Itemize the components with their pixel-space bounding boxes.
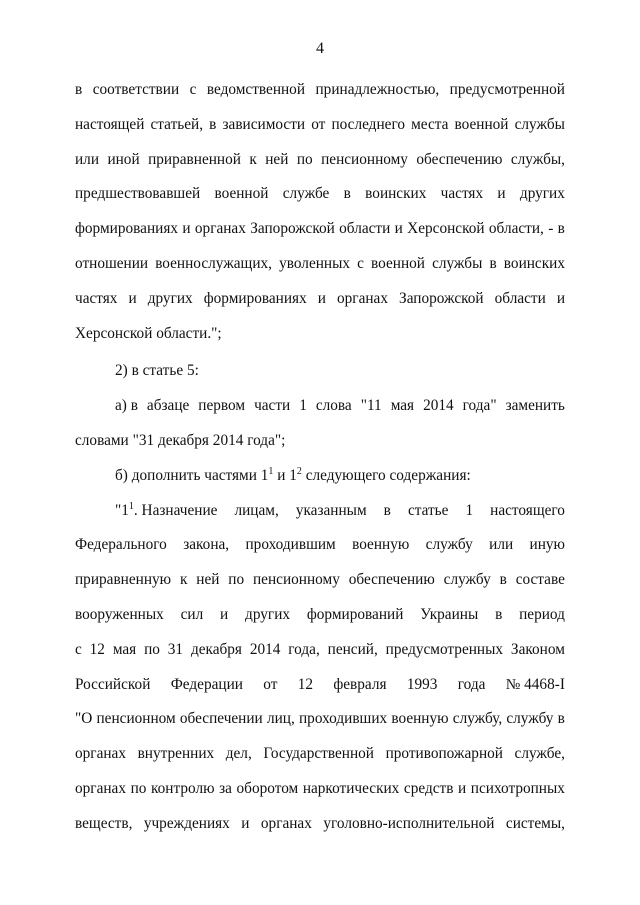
word: области xyxy=(339,220,391,238)
word: в xyxy=(383,501,391,519)
word: статье xyxy=(407,501,449,519)
word: иную xyxy=(529,536,565,554)
word: наркотических xyxy=(302,779,400,797)
word: службе xyxy=(282,185,330,203)
word: Украины xyxy=(420,605,479,623)
word: а) в xyxy=(115,397,138,415)
word: частях xyxy=(75,289,118,307)
word: февраля xyxy=(333,675,387,693)
word: абзаце xyxy=(146,397,190,415)
word: и xyxy=(182,220,191,238)
word: 2014 xyxy=(423,397,454,415)
paragraph-5-line xyxy=(75,563,565,598)
word: Федерации xyxy=(170,675,243,693)
word: лицам, xyxy=(234,501,279,519)
word: предшествовавшей xyxy=(75,185,201,203)
word: службу xyxy=(425,536,473,554)
word: места xyxy=(411,115,449,133)
word: года" xyxy=(462,397,497,415)
word: мая xyxy=(390,397,415,415)
word: за xyxy=(219,779,232,797)
paragraph-4-text-middle: и 1 xyxy=(273,466,297,484)
word: принадлежностью, xyxy=(315,81,440,98)
paragraph-5-prefix: "1 xyxy=(115,501,129,519)
word: военной xyxy=(214,185,269,203)
word: и xyxy=(458,779,467,797)
word: ней xyxy=(196,571,220,589)
word: Херсонской xyxy=(407,220,485,238)
word: соответствии xyxy=(92,81,180,98)
word: и xyxy=(556,289,565,307)
word: дел, xyxy=(225,745,252,763)
document-body xyxy=(75,73,565,842)
word: "О xyxy=(75,710,93,728)
superscript-2: 2 xyxy=(296,465,302,477)
word: 12 xyxy=(89,640,105,658)
word: приравненную xyxy=(75,571,172,589)
word: года, xyxy=(288,640,320,658)
word: контролю xyxy=(151,779,215,797)
word: 1993 xyxy=(406,675,438,693)
word: веществ, xyxy=(75,814,133,832)
word: Законом xyxy=(510,640,565,658)
word: частях xyxy=(440,185,484,203)
word: в xyxy=(75,81,83,98)
paragraph-5-lead-word xyxy=(115,494,217,529)
word: в xyxy=(557,710,565,728)
word: формированиях xyxy=(75,220,179,238)
word: проходившим xyxy=(245,536,336,554)
word: от xyxy=(311,115,326,133)
word: от xyxy=(263,675,278,693)
word: обеспечению xyxy=(416,150,503,168)
word: средств xyxy=(403,779,454,797)
word: военную xyxy=(352,536,410,554)
word: пенсионному xyxy=(253,571,340,589)
word: иной xyxy=(107,150,140,168)
word: настоящей xyxy=(75,115,145,133)
word: части xyxy=(254,397,291,415)
word: или xyxy=(75,150,100,168)
word: военной xyxy=(454,115,509,133)
paragraph-1-line xyxy=(75,282,565,317)
word: обеспечению xyxy=(348,571,435,589)
word: ведомственной xyxy=(206,81,306,98)
word: внутренних xyxy=(137,745,215,763)
word: военнослужащих, xyxy=(155,254,272,272)
word: слова xyxy=(315,397,352,415)
word: органах xyxy=(337,289,388,307)
word: 12 xyxy=(297,675,314,693)
word: системы, xyxy=(505,814,565,832)
word: Запорожской xyxy=(250,220,335,238)
paragraph-3-first-line xyxy=(75,389,565,424)
word: органах xyxy=(260,814,312,832)
paragraph-5-line xyxy=(75,668,565,703)
paragraph-5-line xyxy=(75,807,565,842)
paragraph-1-line xyxy=(75,177,565,212)
paragraph-1-line xyxy=(75,143,565,178)
word: с xyxy=(357,254,364,272)
word: области xyxy=(494,289,546,307)
word: службу, xyxy=(452,710,503,728)
word: в xyxy=(495,605,503,623)
paragraph-5-line xyxy=(75,772,565,807)
word: других xyxy=(245,605,291,623)
word: Государственной xyxy=(263,745,374,763)
paragraph-1-line xyxy=(75,212,565,247)
word: отношении xyxy=(75,254,149,272)
word: с xyxy=(189,81,197,98)
word: службу xyxy=(506,710,554,728)
word: приравненной xyxy=(148,150,241,168)
word: по xyxy=(130,779,147,797)
word: с xyxy=(75,640,82,658)
word: по xyxy=(144,640,160,658)
word: мая xyxy=(112,640,137,658)
paragraph-5-first-line xyxy=(75,494,565,529)
word: года xyxy=(457,675,486,693)
word: пенсионном xyxy=(96,710,176,728)
word: органах xyxy=(194,220,246,238)
word: в xyxy=(209,115,217,133)
word: воинских xyxy=(503,254,565,272)
word: № 4468-I xyxy=(505,675,565,693)
word: и xyxy=(128,289,137,307)
word: формированиях xyxy=(203,289,307,307)
word: статьей, xyxy=(150,115,204,133)
paragraph-5-line xyxy=(75,598,565,633)
word: Федерального xyxy=(75,536,167,554)
paragraph-2-line: 2) в статье 5: xyxy=(115,362,199,380)
superscript-1: 1 xyxy=(268,465,274,477)
word: и xyxy=(220,605,229,623)
word: противопожарной xyxy=(385,745,503,763)
word: настоящего xyxy=(490,501,565,519)
paragraph-1-line xyxy=(75,73,565,108)
paragraph-5-line xyxy=(75,702,565,737)
paragraph-4-line xyxy=(75,459,565,494)
paragraph-3-last-line: словами "31 декабря 2014 года"; xyxy=(75,431,286,449)
word: вооруженных xyxy=(75,605,164,623)
word: воинских xyxy=(365,185,427,203)
word: и xyxy=(317,289,326,307)
word: других xyxy=(147,289,193,307)
word: - xyxy=(548,220,554,238)
word: и xyxy=(497,185,506,203)
word: военную xyxy=(391,710,449,728)
word: указанным xyxy=(295,501,367,519)
word: пенсионному xyxy=(321,150,408,168)
word: закона, xyxy=(183,536,230,554)
word: и xyxy=(394,220,403,238)
word: проходивших xyxy=(298,710,388,728)
word: 1 xyxy=(299,397,307,415)
word: последнего xyxy=(331,115,405,133)
word: к xyxy=(249,150,257,168)
word: к xyxy=(179,571,188,589)
word: заменить xyxy=(505,397,565,415)
word: обеспечении xyxy=(179,710,263,728)
word: других xyxy=(519,185,565,203)
word: службы, xyxy=(510,150,565,168)
paragraph-4-text-before: б) дополнить частями 1 xyxy=(115,466,269,484)
word: 2014 xyxy=(249,640,281,658)
word: уголовно-исполнительной xyxy=(323,814,495,832)
word: составе xyxy=(515,571,565,589)
paragraph-5 xyxy=(75,528,565,841)
word: органах xyxy=(75,779,126,797)
word: ней xyxy=(265,150,289,168)
word: службе, xyxy=(514,745,565,763)
paragraph-5-first-word: . Назначение xyxy=(133,501,218,519)
word: Российской xyxy=(75,675,151,693)
word: 31 xyxy=(167,640,184,658)
word: Запорожской xyxy=(399,289,484,307)
word: предусмотренной xyxy=(449,81,565,98)
word: формирований xyxy=(306,605,404,623)
paragraph-5-line xyxy=(75,528,565,563)
word: в xyxy=(499,571,507,589)
superscript-item: 1 xyxy=(128,500,134,512)
word: уволенных xyxy=(279,254,351,272)
word: в xyxy=(557,220,565,238)
word: лиц, xyxy=(266,710,295,728)
word: области, xyxy=(488,220,544,238)
word: первом xyxy=(198,397,246,415)
word: зависимости xyxy=(222,115,306,133)
paragraph-1-last-line: Херсонской области."; xyxy=(75,324,222,342)
paragraph-1 xyxy=(75,73,565,317)
word: службы xyxy=(432,254,483,272)
word: пенсий, xyxy=(327,640,378,658)
word: в xyxy=(489,254,497,272)
word: 1 xyxy=(465,501,474,519)
word: "11 xyxy=(360,397,382,415)
paragraph-4-text-after: следующего содержания: xyxy=(301,466,471,484)
word: службу xyxy=(443,571,491,589)
word: по xyxy=(228,571,245,589)
word: службы xyxy=(514,115,565,133)
word: период xyxy=(519,605,565,623)
word: по xyxy=(296,150,313,168)
paragraph-5-line xyxy=(75,633,565,668)
word: военной xyxy=(371,254,425,272)
word: декабря xyxy=(190,640,242,658)
word: учреждениях xyxy=(143,814,230,832)
word: в xyxy=(343,185,351,203)
word: или xyxy=(489,536,514,554)
paragraph-1-line xyxy=(75,108,565,143)
paragraph-1-line xyxy=(75,247,565,282)
word: оборотом xyxy=(236,779,299,797)
word: психотропных xyxy=(470,779,565,797)
word: предусмотренных xyxy=(385,640,504,658)
word: сил xyxy=(180,605,204,623)
paragraph-5-line xyxy=(75,737,565,772)
word: органах xyxy=(75,745,126,763)
page-number: 4 xyxy=(316,40,324,57)
word: и xyxy=(241,814,250,832)
